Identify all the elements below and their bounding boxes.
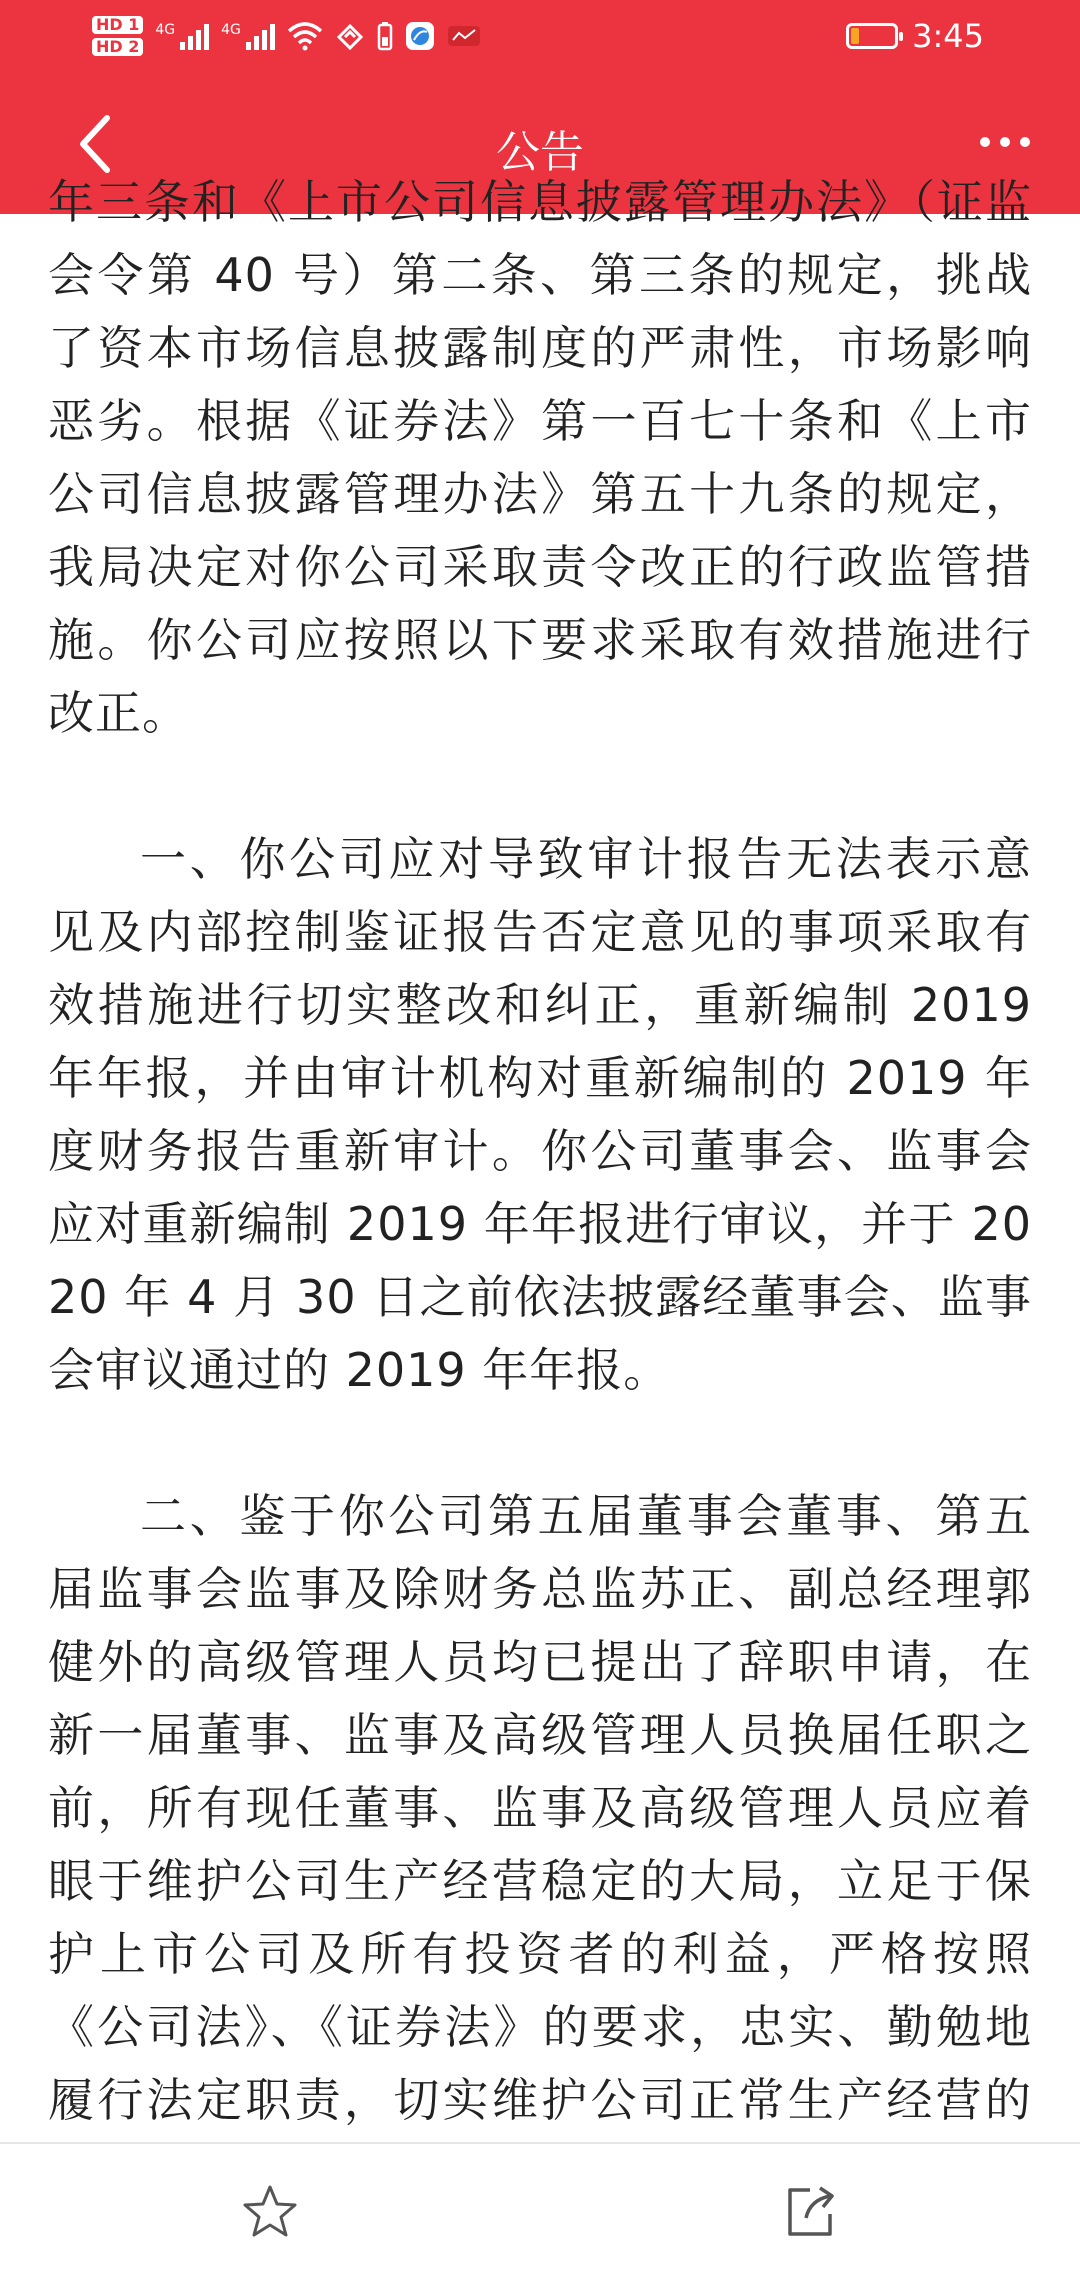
hd2-badge: HD 2 — [92, 38, 143, 56]
battery-icon — [846, 23, 898, 49]
article-paragraph: 一、你公司应对导致审计报告无法表示意见及内部控制鉴证报告否定意见的事项采取有效措施进行切实整改和纠正，重新编制 2019 年年报，并由审计机构对重新编制的 2019 年度财务报告重新审计。你公司董事会、监事会应对重新编制 2019 年年报进行审议，并于 2020 年 4 月 30 日之前依法披露经董事会、监事会审议通过的 2019 年年报。 — [48, 832, 1032, 1397]
star-icon — [240, 2182, 300, 2242]
article-paragraph: 年三条和《上市公司信息披露管理办法》（证监会令第 40 号）第二条、第三条的规定，挑战了资本市场信息披露制度的严肃性，市场影响恶劣。根据《证券法》第一百七十条和《上市公司信息披露管理办法》第五十九条的规定，我局决定对你公司采取责令改正的行政监管措施。你公司应按照以下要求采取有效措施进行改正。 — [48, 175, 1032, 740]
signal-icon — [221, 22, 275, 50]
browser-app-icon — [405, 21, 435, 51]
dot-icon — [1020, 137, 1030, 147]
share-icon — [780, 2182, 840, 2242]
share-button[interactable] — [774, 2176, 846, 2248]
hd-badges — [92, 16, 143, 56]
battery-level — [851, 28, 859, 44]
status-icons-right — [846, 14, 984, 58]
page-title: 公告 — [496, 127, 584, 178]
signal2-label: 4G — [221, 22, 241, 38]
clock: 3:45 — [912, 17, 984, 55]
more-options-button[interactable] — [960, 122, 1050, 162]
battery-saver-icon — [377, 21, 393, 51]
article-body — [48, 166, 1032, 2210]
paragraph-gap — [48, 750, 1032, 823]
signal-icon — [155, 22, 209, 50]
article-content[interactable] — [48, 175, 1032, 2144]
signal1-label: 4G — [155, 22, 176, 38]
dot-icon — [980, 137, 990, 147]
favorite-button[interactable] — [234, 2176, 306, 2248]
bottom-toolbar — [0, 2142, 1080, 2280]
dot-icon — [1000, 137, 1010, 147]
status-bar — [0, 0, 1080, 72]
status-icons-left — [92, 12, 481, 60]
hd1-badge: HD 1 — [92, 16, 143, 34]
data-saver-icon — [335, 21, 365, 51]
paragraph-gap — [48, 1407, 1032, 1480]
wifi-icon — [287, 21, 323, 51]
notification-app-icon — [447, 23, 481, 49]
article-paragraph: 二、鉴于你公司第五届董事会董事、第五届监事会监事及除财务总监苏正、副总经理郭健外的高级管理人员均已提出了辞职申请，在新一届董事、监事及高级管理人员换届任职之前，所有现任董事、监事及高级管理人员应着眼于维护公司生产经营稳定的大局，立足于保护上市公司及所有投资者的利益，严格按照《公司法》、《证券法》的要求，忠实、勤勉地履行法定职责，切实维护公司正常生产经营的 — [48, 1489, 1032, 2127]
